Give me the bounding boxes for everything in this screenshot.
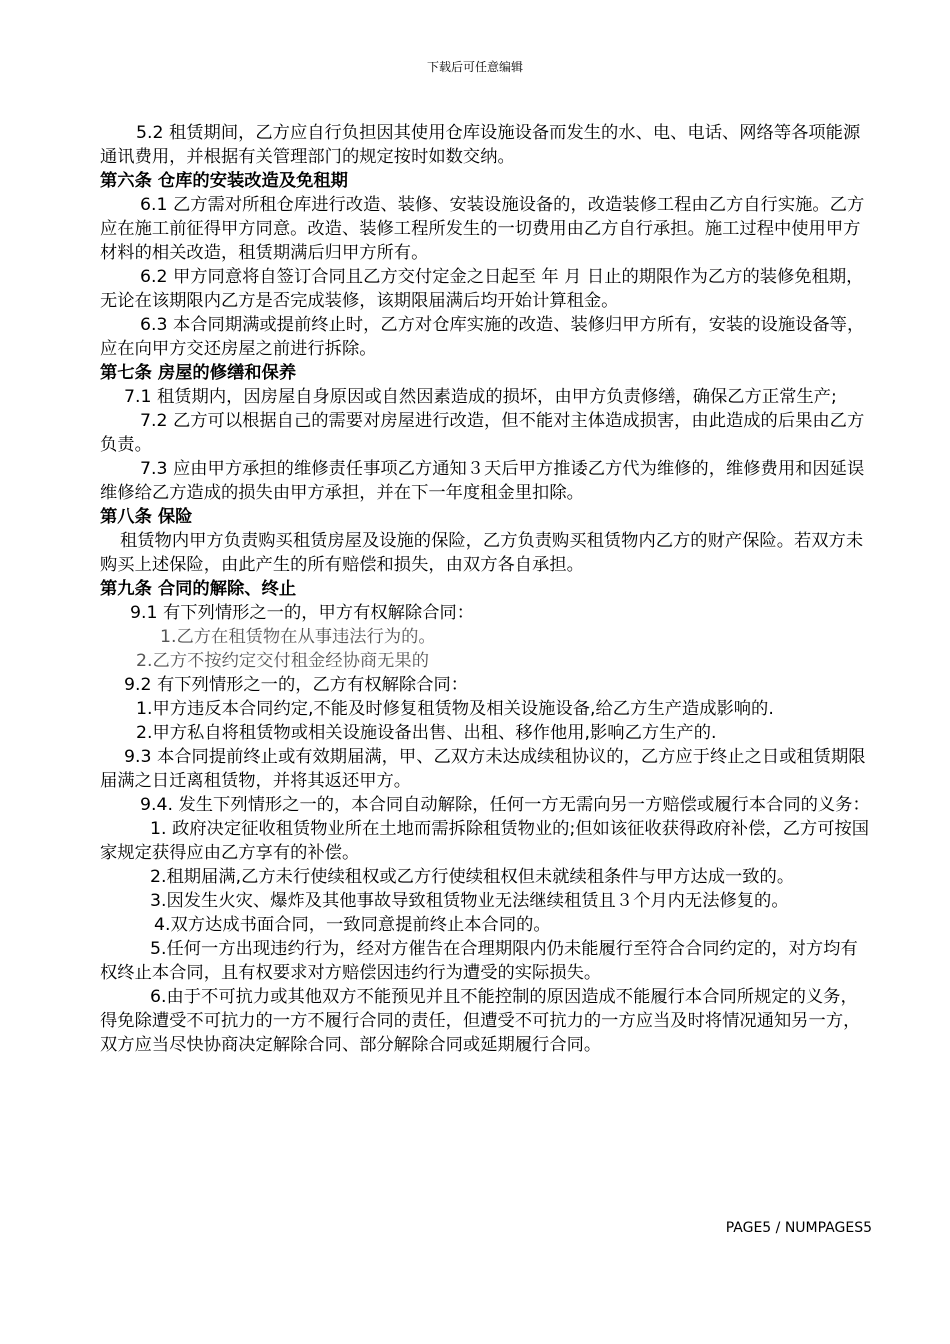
paragraph: 2.乙方不按约定交付租金经协商无果的 — [136, 651, 429, 671]
paragraph: 6.3 本合同期满或提前终止时，乙方对仓库实施的改造、装修归甲方所有，安装的设施设备等，应在向甲方交还房屋之前进行拆除。 — [100, 315, 865, 359]
paragraph: 6.1 乙方需对所租仓库进行改造、装修、安装设施设备的，改造装修工程由乙方自行实施。乙方应在施工前征得甲方同意。改造、装修工程所发生的一切费用由乙方自行承担。施工过程中使用甲方材料的相关改造，租赁期满后归甲方所有。 — [100, 195, 865, 263]
section-heading: 第七条 房屋的修缮和保养 — [100, 363, 297, 383]
section-heading: 第八条 保险 — [100, 507, 193, 527]
paragraph: 7.2 乙方可以根据自己的需要对房屋进行改造，但不能对主体造成损害，由此造成的后果由乙方负责。 — [100, 411, 865, 455]
paragraph: 1.甲方违反本合同约定,不能及时修复租赁物及相关设施设备,给乙方生产造成影响的. — [136, 699, 774, 719]
paragraph: 1.乙方在租赁物在从事违法行为的。 — [160, 627, 436, 647]
paragraph: 2.租期届满,乙方未行使续租权或乙方行使续租权但未就续租条件与甲方达成一致的。 — [150, 867, 795, 887]
paragraph: 5.2 租赁期间，乙方应自行负担因其使用仓库设施设备而发生的水、电、电话、网络等各项能源通讯费用，并根据有关管理部门的规定按时如数交纳。 — [100, 123, 861, 167]
paragraph: 4.双方达成书面合同，一致同意提前终止本合同的。 — [154, 915, 551, 935]
paragraph: 9.3 本合同提前终止或有效期届满，甲、乙双方未达成续租协议的，乙方应于终止之日或租赁期限届满之日迁离租赁物，并将其返还甲方。 — [100, 747, 866, 791]
paragraph: 9.4. 发生下列情形之一的，本合同自动解除，任何一方无需向另一方赔偿或履行本合同的义务： — [140, 795, 870, 815]
paragraph: 3.因发生火灾、爆炸及其他事故导致租赁物业无法继续租赁且３个月内无法修复的。 — [150, 891, 789, 911]
paragraph: 租赁物内甲方负责购买租赁房屋及设施的保险，乙方负责购买租赁物内乙方的财产保险。若双方未购买上述保险，由此产生的所有赔偿和损失，由双方各自承担。 — [100, 531, 864, 575]
page-number: PAGE5 / NUMPAGES5 — [725, 1220, 872, 1236]
paragraph: 5.任何一方出现违约行为，经对方催告在合理期限内仍未能履行至符合合同约定的，对方均有权终止本合同，且有权要求对方赔偿因违约行为遭受的实际损失。 — [100, 939, 858, 983]
section-heading: 第九条 合同的解除、终止 — [100, 579, 297, 599]
paragraph: 6.2 甲方同意将自签订合同且乙方交付定金之日起至 年 月 日止的期限作为乙方的装修免租期，无论在该期限内乙方是否完成装修，该期限届满后均开始计算租金。 — [100, 267, 864, 311]
paragraph: 2.甲方私自将租赁物或相关设施设备出售、出租、移作他用,影响乙方生产的. — [136, 723, 717, 743]
paragraph: 9.1 有下列情形之一的，甲方有权解除合同： — [130, 603, 475, 623]
paragraph: 1. 政府决定征收租赁物业所在土地而需拆除租赁物业的;但如该征收获得政府补偿，乙方可按国家规定获得应由乙方享有的补偿。 — [100, 819, 870, 863]
section-heading: 第六条 仓库的安装改造及免租期 — [100, 171, 348, 191]
paragraph: 7.3 应由甲方承担的维修责任事项乙方通知３天后甲方推诿乙方代为维修的，维修费用和因延误维修给乙方造成的损失由甲方承担，并在下一年度租金里扣除。 — [100, 459, 865, 503]
document-body — [100, 121, 872, 1057]
paragraph: 6.由于不可抗力或其他双方不能预见并且不能控制的原因造成不能履行本合同所规定的义务，得免除遭受不可抗力的一方不履行合同的责任，但遭受不可抗力的一方应当及时将情况通知另一方，双方应当尽快协商决定解除合同、部分解除合同或延期履行合同。 — [100, 987, 861, 1055]
page-header: 下载后可任意编辑 — [426, 60, 523, 74]
paragraph: 9.2 有下列情形之一的，乙方有权解除合同： — [124, 675, 469, 695]
paragraph: 7.1 租赁期内，因房屋自身原因或自然因素造成的损坏，由甲方负责修缮，确保乙方正常生产; — [124, 387, 837, 407]
